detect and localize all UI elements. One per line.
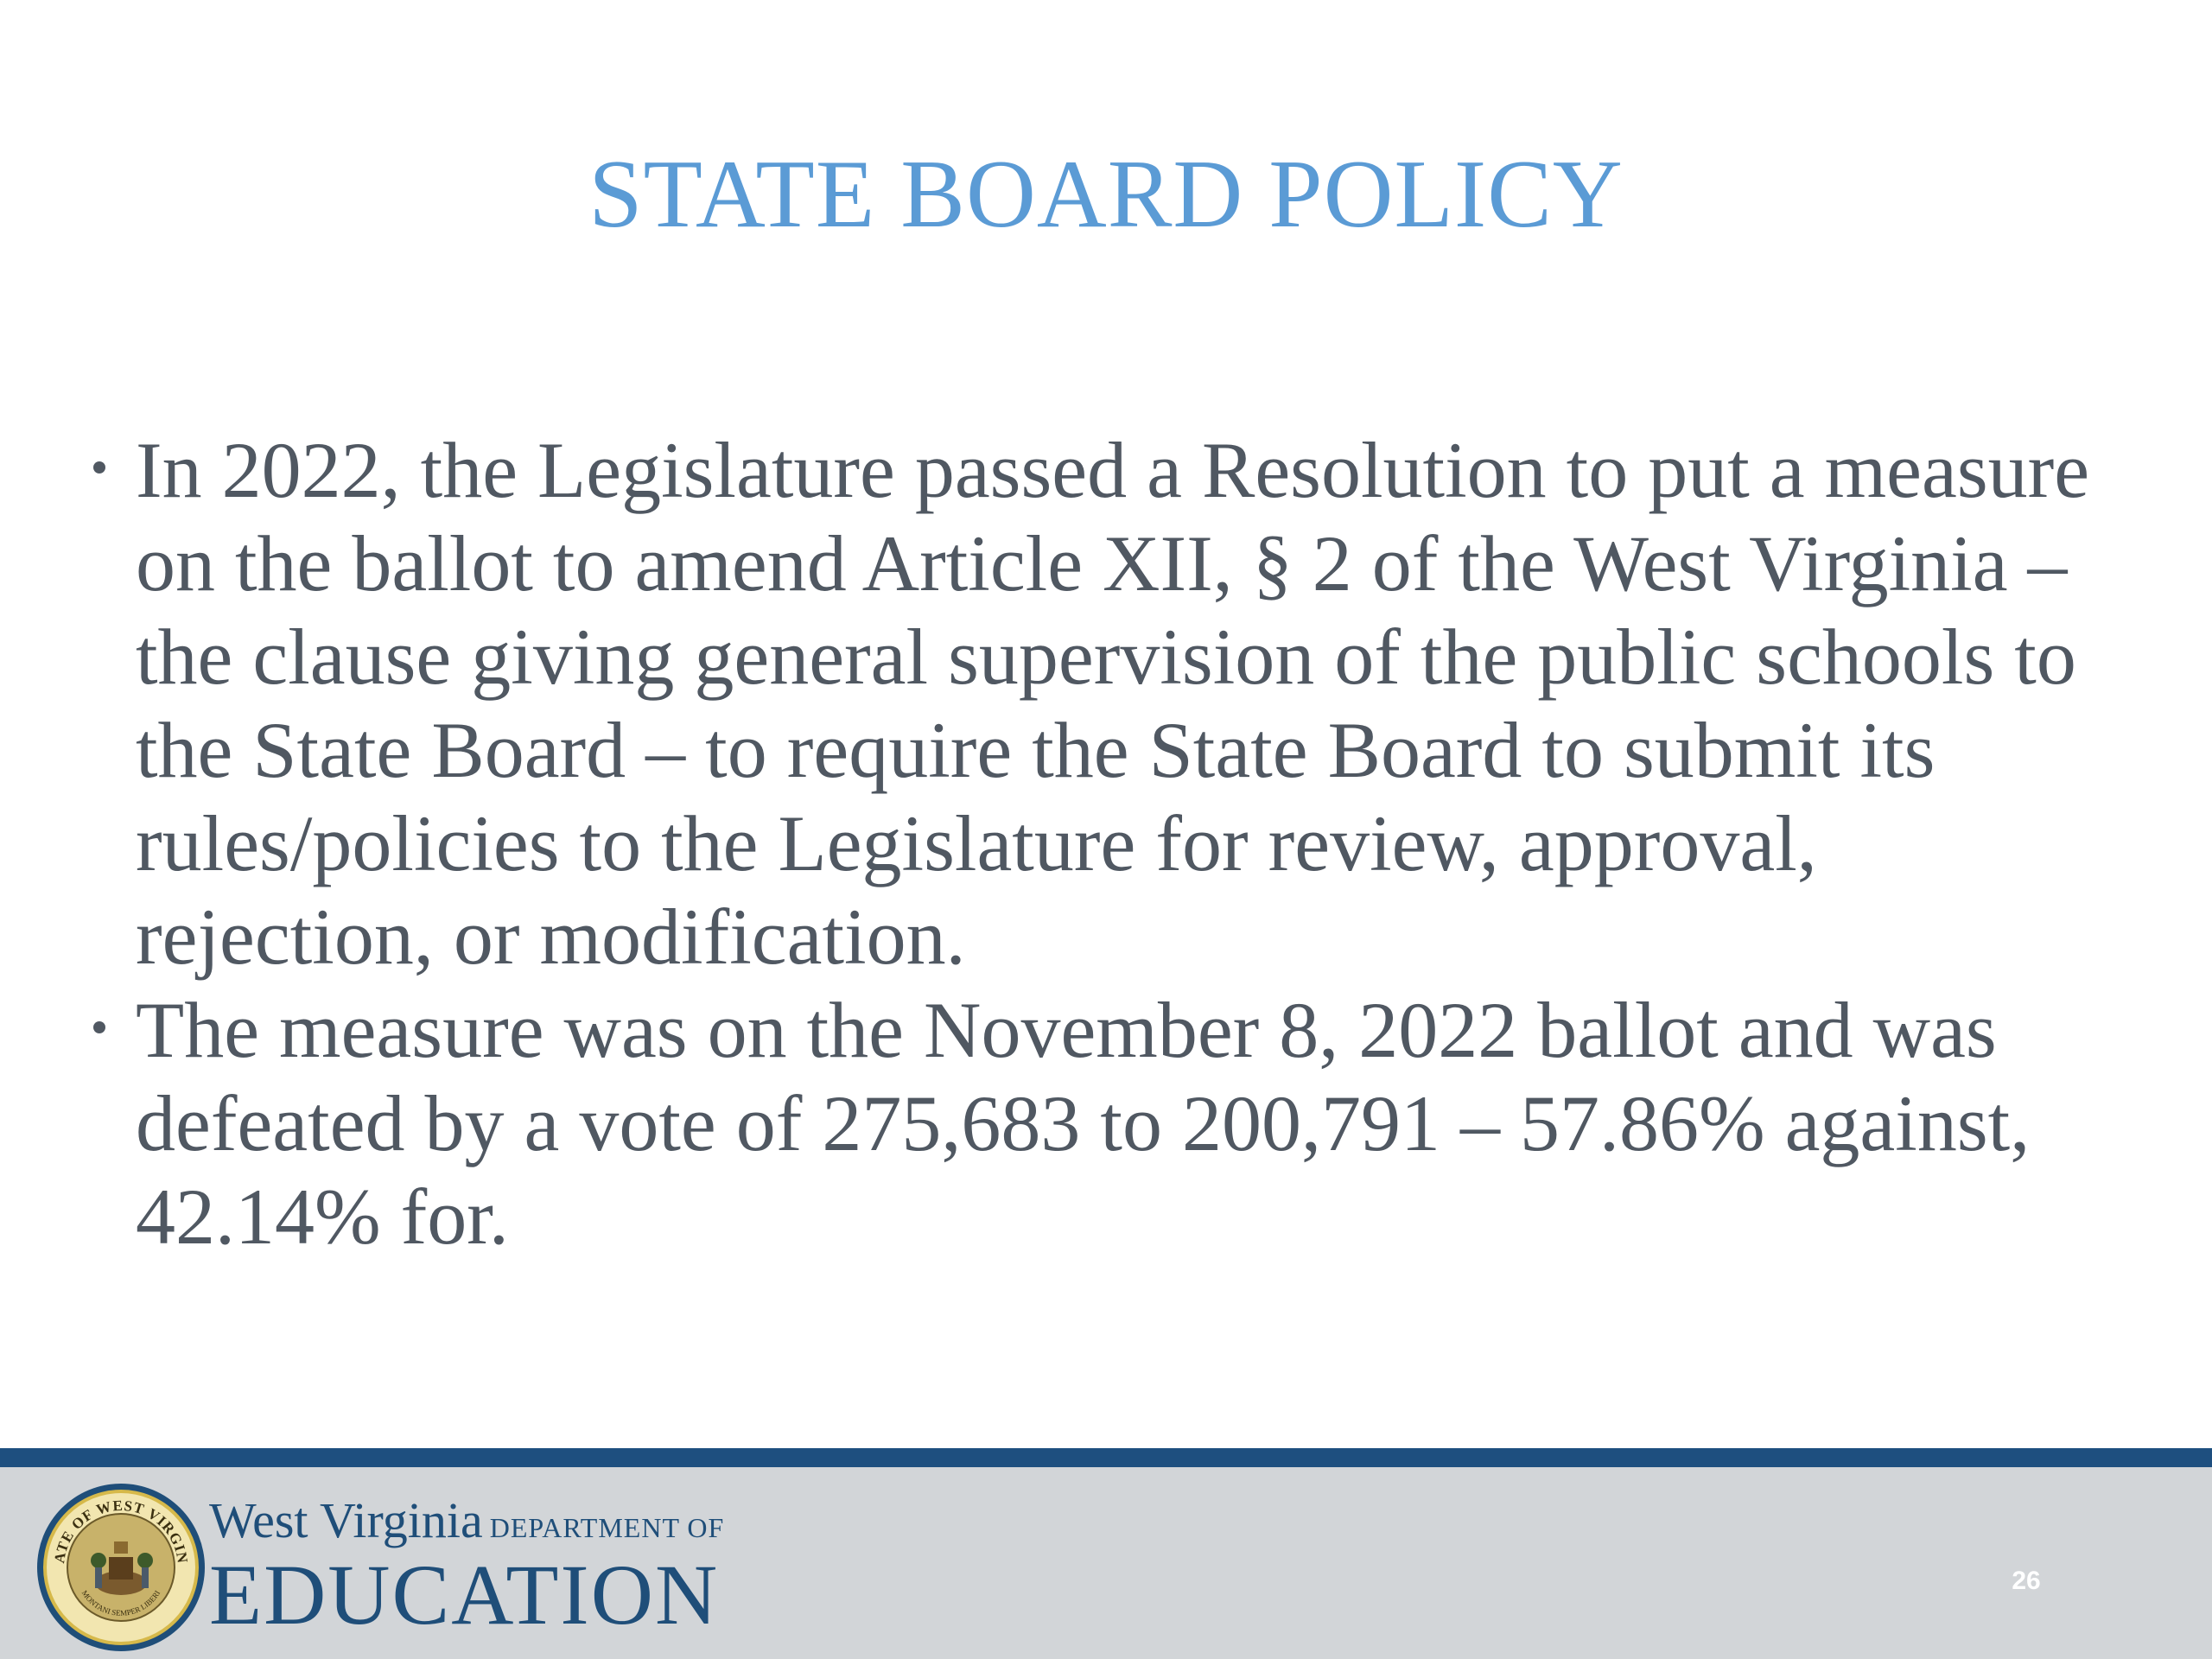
logo-state-name: West Virginia [209,1492,483,1548]
seal-motto: MONTANI SEMPER LIBERI [79,1588,162,1618]
page-number: 26 [2012,1567,2041,1595]
seal-text: ATE OF WEST VIRGIN [51,1497,192,1565]
footer [0,1467,2212,1659]
state-seal-icon [35,1481,207,1654]
wvde-logo [209,1492,725,1643]
footer-divider [0,1448,2212,1467]
slide-title: STATE BOARD POLICY [588,141,1624,248]
bullet-icon [93,461,105,474]
slide-body [86,423,2126,1263]
bullet-text: The measure was on the November 8, 2022 ballot and was defeated by a vote of 275,683 to 200,791 – 57.86% against, 42.14% for. [136,986,2031,1261]
logo-department-of: DEPARTMENT OF [489,1512,725,1543]
logo-education: EDUCATION [209,1547,720,1643]
bullet-text: In 2022, the Legislature passed a Resolution to put a measure on the ballot to amend Article XII, § 2 of the West Virginia – the clause giving general supervision of the public schools to the State Board – to require the State Board to submit its rules/policies to the Legislature for review, approval, rejection, or modification. [136,426,2090,981]
bullet-item [86,983,2126,1263]
bullet-item [86,423,2126,983]
bullet-icon [93,1021,105,1033]
